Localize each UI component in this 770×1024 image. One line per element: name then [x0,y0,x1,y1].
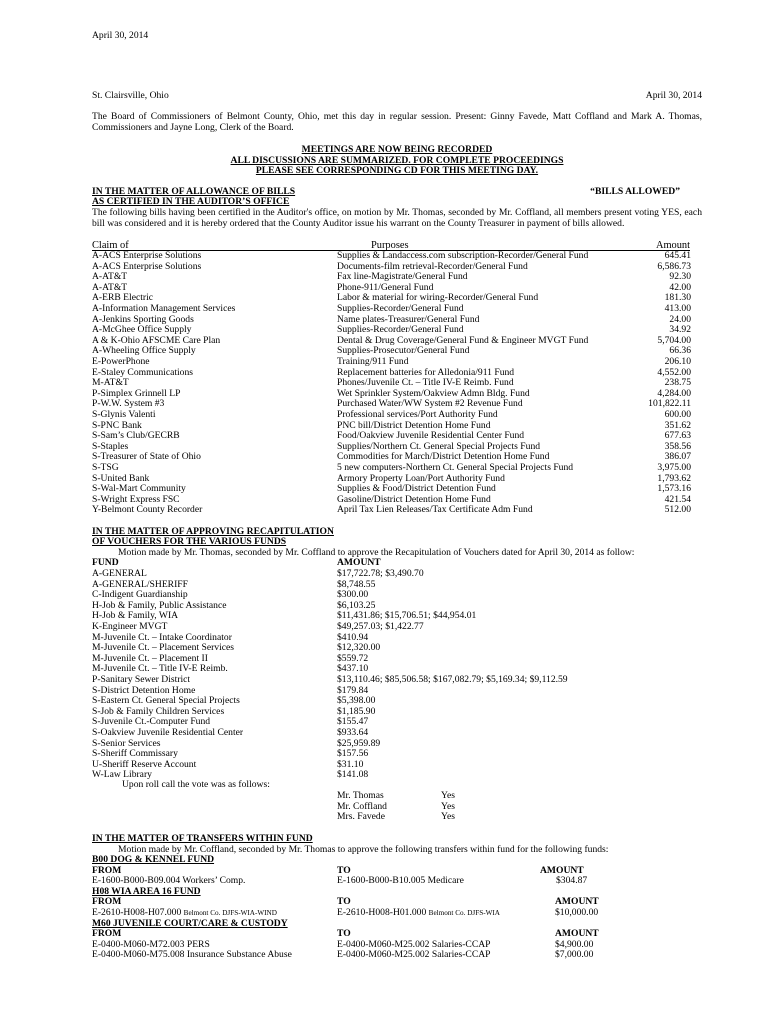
recap-fund: K-Engineer MVGT [92,621,168,632]
bill-purpose: Supplies & Food/District Detention Fund [337,483,496,495]
transfer-from-account: E-2610-H008-H07.000 [92,907,184,918]
recap-row [0,770,770,781]
recap-amount: $6,103.25 [337,599,376,611]
bill-row [0,357,770,368]
transfer-amount: $7,000.00 [555,949,594,961]
transfer-to [337,908,500,919]
bill-claim: A-Information Management Services [92,303,236,314]
bill-claim: A-Wheeling Office Supply [92,345,196,357]
intro-paragraph: The Board of Commissioners of Belmont County, Ohio, met this day in regular session. Present: Ginny Favede, Matt Coffland and Mark A. Thomas, Commissioners and Jayne Long, Clerk of the Board. [92,111,702,133]
bill-row [0,410,770,421]
running-header-date: April 30, 2014 [92,30,149,41]
bill-claim: A-ACS Enterprise Solutions [92,250,202,261]
bill-amount: 512.00 [664,504,691,516]
recap-amount: $13,110.46; $85,506.58; $167,082.79; $5,169.34; $9,112.59 [337,674,568,685]
recap-amount: $157.56 [337,748,369,760]
bills-paragraph: The following bills having been certified in the Auditor's office, on motion by Mr. Thomas, seconded by Mr. Coffland, all members present voting YES, each bill was considered and it is hereby ordered that the County Auditor issue his warrant on the County Treasurer in payment of bills allowed. [92,207,702,229]
recap-fund: S-Sheriff Commissary [92,748,178,760]
recap-col-amount: AMOUNT [337,557,381,568]
recap-fund: M-Juvenile Ct. – Placement Services [92,642,235,654]
recap-amount: $410.94 [337,631,369,643]
recap-row [0,675,770,686]
recap-amount: $559.72 [337,652,369,664]
bill-amount: 351.62 [664,419,691,431]
bill-purpose: 5 new computers-Northern Ct. General Special Projects Fund [337,462,574,473]
bill-claim: S-Wright Express FSC [92,493,180,505]
transfer-amount: $304.87 [556,875,588,887]
transfer-to [337,876,464,887]
bill-purpose: Name plates-Treasurer/General Fund [337,313,480,325]
bill-claim: S-United Bank [92,472,150,484]
transfer-col-amount: AMOUNT [540,864,584,876]
bill-claim: A-ERB Electric [92,292,154,304]
bill-amount: 66.36 [669,345,691,357]
voter-name: Mrs. Favede [337,811,385,823]
bill-claim: Y-Belmont County Recorder [92,504,203,516]
notice-line-1: MEETINGS ARE NOW BEING RECORDED [301,144,493,155]
bill-claim: A-AT&T [92,281,128,293]
bill-amount: 1,573.16 [657,483,691,495]
bill-amount: 413.00 [664,303,691,314]
bill-claim: S-Glynis Valenti [92,409,156,420]
bill-claim: A-ACS Enterprise Solutions [92,260,202,272]
bill-purpose: PNC bill/District Detention Home Fund [337,419,491,431]
recap-col-fund: FUND [92,557,119,568]
meeting-place: St. Clairsville, Ohio [92,90,169,101]
bill-amount: 42.00 [669,281,691,293]
transfer-col-from: FROM [92,864,122,876]
recap-amount: $31.10 [337,758,364,770]
bill-claim: A-McGhee Office Supply [92,324,192,336]
bill-row [0,463,770,474]
bill-purpose: Commodities for March/District Detention Home Fund [337,451,550,463]
bill-claim: S-PNC Bank [92,419,142,431]
transfer-col-to: TO [337,928,351,940]
recap-fund: A-GENERAL [92,568,147,579]
bill-purpose: Supplies-Recorder/General Fund [337,303,464,314]
recap-fund: S-Oakview Juvenile Residential Center [92,727,244,738]
recap-row [0,622,770,633]
recap-fund: H-Job & Family, Public Assistance [92,599,227,611]
transfer-to-account: E-1600-B000-B10.005 Medicare [337,875,464,887]
transfer-group-title: H08 WIA AREA 16 FUND [92,885,201,897]
transfer-to-account: E-2610-H008-H01.000 [337,907,429,918]
recap-amount: $155.47 [337,716,369,728]
recap-fund: S-Juvenile Ct.-Computer Fund [92,716,211,728]
transfer-col-from: FROM [92,896,122,908]
bill-amount: 645.41 [664,250,691,261]
bill-purpose: Food/Oakview Juvenile Residential Center Fund [337,430,525,442]
notice-line-2: ALL DISCUSSIONS ARE SUMMARIZED. FOR COMPLETE PROCEEDINGS [230,155,564,166]
voter-name: Mr. Coffland [337,800,387,812]
vote-value: Yes [441,811,455,823]
recap-fund: P-Sanitary Sewer District [92,674,191,685]
recap-amount: $5,398.00 [337,695,376,707]
transfer-from [92,950,292,961]
transfer-group-title: M60 JUVENILE COURT/CARE & CUSTODY [92,917,288,929]
recap-fund: M-Juvenile Ct. – Placement II [92,652,208,664]
transfer-group-title: B00 DOG & KENNEL FUND [92,854,215,865]
bill-claim: E-Staley Communications [92,366,193,378]
bill-purpose: Phones/Juvenile Ct. – Title IV-E Reimb. Fund [337,377,514,389]
bill-claim: A-Jenkins Sporting Goods [92,313,194,325]
bill-amount: 4,552.00 [657,366,691,378]
recap-motion: Motion made by Mr. Thomas, seconded by Mr. Coffland to approve the Recapitulation of Vouchers dated for April 30, 2014 as follow: [118,547,635,558]
transfers-heading: IN THE MATTER OF TRANSFERS WITHIN FUND [92,833,313,844]
bill-amount: 3,975.00 [657,462,691,473]
bill-row [0,505,770,516]
recap-fund: W-Law Library [92,769,152,781]
vote-value: Yes [441,790,455,801]
transfer-col-to: TO [337,864,351,876]
bill-amount: 34.92 [669,324,691,336]
vote-value: Yes [441,800,455,812]
bill-amount: 677.63 [664,430,691,442]
recap-row [0,728,770,739]
transfer-col-amount: AMOUNT [555,928,599,940]
bill-purpose: Supplies/Northern Ct. General Special Projects Fund [337,440,541,452]
recap-fund: M-Juvenile Ct. – Title IV-E Reimb. [92,663,228,675]
recap-fund: S-Eastern Ct. General Special Projects [92,695,240,707]
bill-claim: M-AT&T [92,377,129,389]
recap-heading-1: IN THE MATTER OF APPROVING RECAPITULATION [92,526,334,537]
voter-name: Mr. Thomas [337,790,384,801]
transfer-col-amount: AMOUNT [555,896,599,908]
recap-heading-2: OF VOUCHERS FOR THE VARIOUS FUNDS [92,536,287,547]
transfer-to-note: Belmont Co. DJFS-WIA [428,909,500,917]
recap-fund: S-Job & Family Children Services [92,705,225,717]
bill-claim: A-AT&T [92,271,128,283]
bill-purpose: Training/911 Fund [337,356,409,367]
transfer-to [337,950,491,961]
bill-purpose: Fax line-Magistrate/General Fund [337,271,468,283]
bill-purpose: Gasoline/District Detention Home Fund [337,493,491,505]
recap-amount: $300.00 [337,589,369,601]
bill-amount: 6,586.73 [657,260,691,272]
col-amount-header: Amount [655,240,690,251]
bills-heading-1: IN THE MATTER OF ALLOWANCE OF BILLS [92,186,296,197]
bill-amount: 600.00 [664,409,691,420]
bill-claim: P-W.W. System #3 [92,398,165,410]
bill-claim: S-Treasurer of State of Ohio [92,451,201,463]
bill-amount: 238.75 [664,377,691,389]
recap-fund: H-Job & Family, WIA [92,610,179,622]
bill-claim: S-TSG [92,462,119,473]
transfer-from-account: E-0400-M060-M75.008 Insurance Substance Abuse [92,949,292,961]
transfer-from-account: E-1600-B000-B09.004 Workers’ Comp. [92,875,246,887]
bill-claim: S-Wal-Mart Community [92,483,186,495]
bill-purpose: Documents-film retrieval-Recorder/General Fund [337,260,528,272]
transfer-from-account: E-0400-M060-M72.003 PERS [92,938,210,950]
bill-amount: 206.10 [664,356,691,367]
transfer-to-account: E-0400-M060-M25.002 Salaries-CCAP [337,938,491,950]
bill-amount: 1,793.62 [657,472,691,484]
transfer-col-from: FROM [92,928,122,940]
bill-purpose: Labor & material for wiring-Recorder/General Fund [337,292,539,304]
bill-amount: 358.56 [664,440,691,452]
bill-amount: 5,704.00 [657,334,691,346]
notice-line-3: PLEASE SEE CORRESPONDING CD FOR THIS MEETING DAY. [255,165,539,176]
bill-claim: S-Staples [92,440,129,452]
bill-purpose: Supplies-Recorder/General Fund [337,324,464,336]
transfer-amount: $10,000.00 [555,907,599,918]
bill-claim: S-Sam’s Club/GECRB [92,430,180,442]
bills-heading-2: AS CERTIFIED IN THE AUDITOR’S OFFICE [92,196,290,207]
recap-amount: $437.10 [337,663,369,675]
bill-claim: A & K-Ohio AFSCME Care Plan [92,334,221,346]
recap-amount: $1,185.90 [337,705,376,717]
vote-row [0,802,770,813]
transfer-to-account: E-0400-M060-M25.002 Salaries-CCAP [337,949,491,961]
recap-fund: S-Senior Services [92,737,161,749]
recap-fund: U-Sheriff Reserve Account [92,758,197,770]
bill-amount: 101,822.11 [648,398,691,410]
bill-amount: 92.30 [669,271,691,283]
vote-row [0,791,770,802]
col-claim-header: Claim of [92,240,129,251]
transfer-col-to: TO [337,896,351,908]
recap-amount: $25,959.89 [337,737,381,749]
bill-amount: 421.54 [664,493,691,505]
bill-purpose: Dental & Drug Coverage/General Fund & Engineer MVGT Fund [337,334,589,346]
bill-purpose: Wet Sprinkler System/Oakview Admn Bldg. Fund [337,387,530,399]
bill-purpose: Professional services/Port Authority Fund [337,409,498,420]
bills-allowed-tag: “BILLS ALLOWED” [590,186,680,197]
recap-amount: $17,722.78; $3,490.70 [337,568,424,579]
recap-amount: $179.84 [337,684,369,696]
bill-amount: 24.00 [669,313,691,325]
recap-amount: $49,257.03; $1,422.77 [337,621,424,632]
bill-purpose: Supplies-Prosecutor/General Fund [337,345,470,357]
col-purposes-header: Purposes [371,240,409,251]
rollcall-text: Upon roll call the vote was as follows: [122,779,270,790]
transfer-from [92,908,277,919]
bill-amount: 181.30 [664,292,691,304]
bill-purpose: April Tax Lien Releases/Tax Certificate Adm Fund [337,504,533,516]
bill-claim: P-Simplex Grinnell LP [92,387,181,399]
bill-purpose: Purchased Water/WW System #2 Revenue Fund [337,398,523,410]
transfer-from-note: Belmont Co. DJFS-WIA-WIND [183,909,277,917]
bill-claim: E-PowerPhone [92,356,150,367]
vote-row [0,812,770,823]
recap-amount: $12,320.00 [337,642,381,654]
recap-fund: S-District Detention Home [92,684,196,696]
transfer-amount: $4,900.00 [555,938,594,950]
bill-row [0,304,770,315]
bill-purpose: Supplies & Landaccess.com subscription-Recorder/General Fund [337,250,589,261]
bill-row [0,251,770,262]
recap-fund: M-Juvenile Ct. – Intake Coordinator [92,631,232,643]
recap-row [0,569,770,580]
recap-fund: C-Indigent Guardianship [92,589,188,601]
bill-purpose: Replacement batteries for Alledonia/911 Fund [337,366,515,378]
bill-purpose: Armory Property Loan/Port Authority Fund [337,472,505,484]
recap-fund: A-GENERAL/SHERIFF [92,578,188,590]
meeting-date: April 30, 2014 [645,90,702,101]
recap-amount: $8,748.55 [337,578,376,590]
bill-amount: 4,284.00 [657,387,691,399]
recap-amount: $933.64 [337,727,369,738]
bill-purpose: Phone-911/General Fund [337,281,434,293]
transfers-motion: Motion made by Mr. Coffland, seconded by Mr. Thomas to approve the following transfers within fund for the following funds: [118,844,609,855]
recap-amount: $11,431.86; $15,706.51; $44,954.01 [337,610,477,622]
bill-amount: 386.07 [664,451,691,463]
recap-amount: $141.08 [337,769,369,781]
